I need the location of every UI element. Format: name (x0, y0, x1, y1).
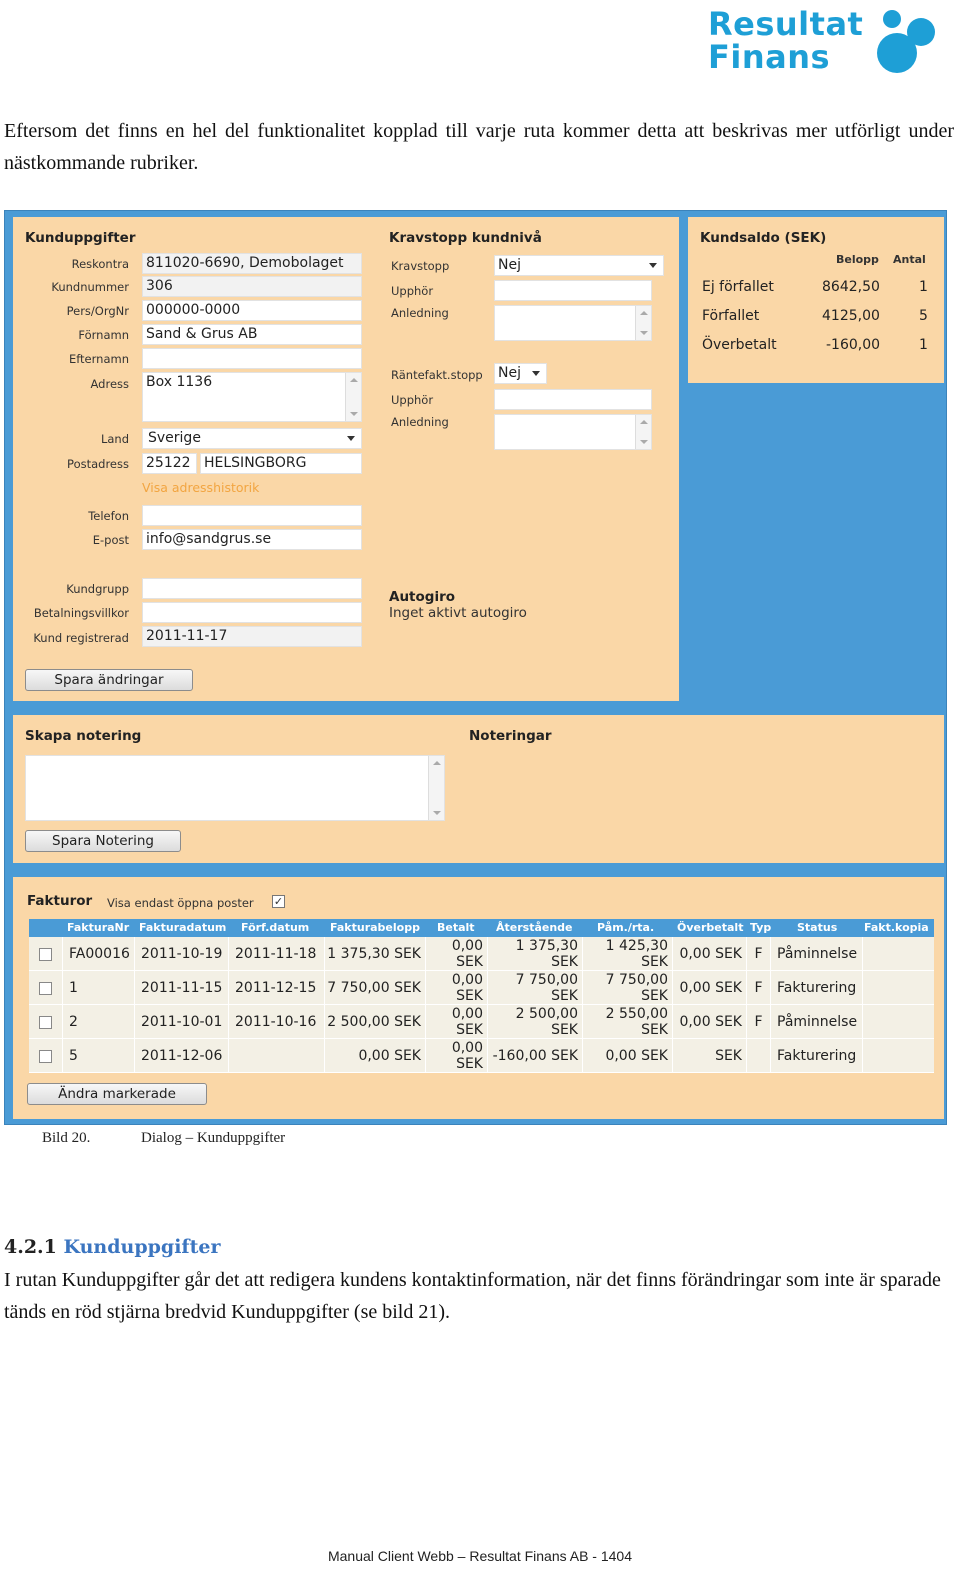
rantefakt-stopp-label: Räntefakt.stopp (391, 368, 483, 382)
upphor-field-2[interactable] (494, 389, 652, 410)
saldo-row-forfallet (688, 308, 944, 330)
belopp-column-header: Belopp (836, 253, 879, 266)
invoice-copy-cell (863, 1005, 934, 1039)
epost-field[interactable]: info@sandgrus.se (142, 529, 362, 550)
invoice-number-link[interactable]: 1 (63, 971, 135, 1005)
col-forf-datum[interactable]: Förf.datum (241, 921, 310, 934)
rantefakt-stopp-value: Nej (498, 365, 521, 381)
save-note-button[interactable]: Spara Notering (25, 830, 181, 852)
logo-line-1: Resultat (708, 5, 864, 43)
invoice-copy-cell (863, 937, 934, 971)
anledning-label-2: Anledning (391, 415, 449, 429)
invoice-number-link[interactable]: FA00016 (63, 937, 135, 971)
persorgnr-label: Pers/OrgNr (66, 304, 129, 318)
invoice-copy-cell (863, 1039, 934, 1073)
fornamn-field[interactable]: Sand & Grus AB (142, 324, 362, 345)
row-checkbox[interactable] (39, 948, 52, 961)
reskontra-field[interactable]: 811020-6690, Demobolaget (142, 253, 362, 274)
logo-dots-icon (868, 8, 940, 74)
kundgrupp-field[interactable] (142, 578, 362, 599)
kunduppgifter-heading: Kunduppgifter (25, 230, 136, 246)
saldo-label: Ej förfallet (702, 279, 774, 295)
chevron-down-icon (532, 371, 540, 376)
overpaid-amount: 0,00 SEK (673, 1005, 747, 1039)
kunduppgifter-dialog-screenshot (4, 210, 947, 1125)
section-title: Kunduppgifter (63, 1236, 221, 1258)
land-select[interactable] (142, 428, 362, 449)
saldo-label: Förfallet (702, 308, 760, 324)
due-date: 2011-10-16 (229, 1005, 325, 1039)
col-fakt-kopia[interactable]: Fakt.kopia (864, 921, 929, 934)
due-date (229, 1039, 325, 1073)
invoice-amount: 2 500,00 SEK (325, 1005, 426, 1039)
invoice-status: Påminnelse (771, 937, 863, 971)
section-number: 4.2.1 (4, 1236, 57, 1258)
row-checkbox[interactable] (39, 982, 52, 995)
reskontra-label: Reskontra (71, 257, 129, 271)
invoice-number-link[interactable]: 5 (63, 1039, 135, 1073)
kravstopp-select[interactable] (494, 255, 664, 276)
paid-amount: 0,00 SEK (426, 1039, 488, 1073)
invoice-amount: 7 750,00 SEK (325, 971, 426, 1005)
figure-caption-number: Bild 20. (42, 1130, 91, 1146)
antal-column-header: Antal (893, 253, 926, 266)
invoice-number-link[interactable]: 2 (63, 1005, 135, 1039)
figure-caption-text: Dialog – Kunduppgifter (141, 1130, 286, 1146)
saldo-row-ej-forfallet (688, 279, 944, 301)
kravstopp-label: Kravstopp (391, 259, 450, 273)
saldo-belopp: -160,00 (826, 337, 881, 353)
fakturor-heading: Fakturor (27, 893, 93, 909)
col-betalt[interactable]: Betalt (437, 921, 475, 934)
col-overbetalt[interactable]: Överbetalt (677, 921, 744, 934)
kunduppgifter-panel (13, 217, 679, 701)
anledning-scrollbar-2[interactable] (635, 415, 651, 449)
invoice-type: F (747, 971, 771, 1005)
kravstopp-heading: Kravstopp kundnivå (389, 230, 542, 246)
row-select-cell (29, 1039, 63, 1073)
efternamn-field[interactable] (142, 348, 362, 369)
remaining-amount: 2 500,00 SEK (488, 1005, 583, 1039)
telefon-label: Telefon (88, 509, 129, 523)
invoice-amount: 1 375,30 SEK (325, 937, 426, 971)
edit-selected-button[interactable]: Ändra markerade (27, 1083, 207, 1105)
chevron-down-icon (347, 436, 355, 441)
notering-textarea[interactable] (25, 755, 445, 821)
saldo-antal: 1 (919, 337, 928, 353)
col-aterstaende[interactable]: Återstående (496, 921, 573, 934)
reminder-amount: 0,00 SEK (583, 1039, 673, 1073)
anledning-textarea-2[interactable] (494, 414, 652, 450)
kundnummer-label: Kundnummer (51, 280, 129, 294)
fakturor-panel (13, 877, 944, 1119)
notering-panel (13, 715, 944, 863)
persorgnr-field[interactable]: 000000-0000 (142, 300, 362, 321)
col-status[interactable]: Status (797, 921, 838, 934)
fornamn-label: Förnamn (78, 328, 129, 342)
overpaid-amount: 0,00 SEK (673, 971, 747, 1005)
remaining-amount: 1 375,30 SEK (488, 937, 583, 971)
saldo-belopp: 8642,50 (822, 279, 880, 295)
invoice-row[interactable] (29, 971, 934, 1005)
invoice-status: Påminnelse (771, 1005, 863, 1039)
col-typ[interactable]: Typ (750, 921, 772, 934)
invoice-date: 2011-11-15 (135, 971, 229, 1005)
col-pam-rta[interactable]: Påm./rta. (597, 921, 655, 934)
invoice-type: F (747, 937, 771, 971)
postort-field[interactable]: HELSINGBORG (200, 453, 362, 474)
invoice-type (747, 1039, 771, 1073)
col-fakturabelopp[interactable]: Fakturabelopp (330, 921, 420, 934)
kravstopp-value: Nej (498, 257, 521, 273)
adress-textarea[interactable] (142, 372, 362, 422)
land-label: Land (100, 432, 129, 446)
logo-wordmark (708, 5, 864, 76)
saldo-label: Överbetalt (702, 337, 777, 353)
invoice-grid-header (29, 919, 934, 937)
overpaid-amount: SEK (673, 1039, 747, 1073)
skapa-notering-heading: Skapa notering (25, 728, 142, 744)
land-value: Sverige (148, 430, 201, 446)
saldo-belopp: 4125,00 (822, 308, 880, 324)
invoice-row[interactable] (29, 937, 934, 971)
epost-label: E-post (92, 533, 129, 547)
kund-registrerad-label: Kund registrerad (33, 631, 129, 645)
upphor-label: Upphör (391, 284, 434, 298)
overpaid-amount: 0,00 SEK (673, 937, 747, 971)
invoice-status: Fakturering (771, 1039, 863, 1073)
saldo-antal: 1 (919, 279, 928, 295)
reminder-amount: 2 550,00 SEK (583, 1005, 673, 1039)
anledning-label: Anledning (391, 306, 449, 320)
kundsaldo-heading: Kundsaldo (SEK) (700, 230, 827, 246)
telefon-field[interactable] (142, 505, 362, 526)
paid-amount: 0,00 SEK (426, 937, 488, 971)
upphor-field[interactable] (494, 280, 652, 301)
remaining-amount: 7 750,00 SEK (488, 971, 583, 1005)
invoice-date: 2011-12-06 (135, 1039, 229, 1073)
open-posts-filter-label: Visa endast öppna poster (107, 896, 254, 910)
anledning-textarea[interactable] (494, 305, 652, 341)
efternamn-label: Efternamn (68, 352, 129, 366)
notering-scrollbar[interactable] (428, 756, 444, 820)
kundnummer-field[interactable]: 306 (142, 276, 362, 297)
adress-label: Adress (90, 377, 129, 391)
autogiro-title: Autogiro (389, 589, 456, 605)
betalningsvillkor-field[interactable] (142, 602, 362, 623)
remaining-amount: -160,00 SEK (488, 1039, 583, 1073)
betalningsvillkor-label: Betalningsvillkor (33, 606, 129, 620)
saldo-antal: 5 (919, 308, 928, 324)
anledning-scrollbar[interactable] (635, 306, 651, 340)
adress-value: Box 1136 (146, 374, 213, 390)
chevron-down-icon (649, 263, 657, 268)
section-heading (4, 1236, 220, 1258)
invoice-date: 2011-10-19 (135, 937, 229, 971)
open-posts-filter-checkbox[interactable]: ✓ (273, 895, 284, 908)
page-footer: Manual Client Webb – Resultat Finans AB - 1404 (327, 1548, 633, 1564)
invoice-copy-cell (863, 971, 934, 1005)
invoice-row[interactable] (29, 1005, 934, 1039)
kundgrupp-label: Kundgrupp (66, 582, 129, 596)
row-select-cell (29, 937, 63, 971)
resultat-finans-logo (708, 5, 948, 78)
row-select-cell (29, 1005, 63, 1039)
row-checkbox[interactable] (39, 1050, 52, 1063)
section-body: I rutan Kunduppgifter går det att redigera kundens kontaktinformation, när det finns förändringar som inte är sparade tänds en röd stjärna bredvid Kunduppgifter (se bild 21). (4, 1269, 941, 1323)
saldo-row-overbetalt (688, 337, 944, 359)
invoice-type: F (747, 1005, 771, 1039)
reminder-amount: 7 750,00 SEK (583, 971, 673, 1005)
due-date: 2011-11-18 (229, 937, 325, 971)
rantefakt-stopp-select[interactable] (494, 363, 547, 384)
save-changes-button[interactable]: Spara ändringar (25, 669, 193, 691)
logo-line-2: Finans (708, 38, 831, 76)
invoice-status: Fakturering (771, 971, 863, 1005)
paid-amount: 0,00 SEK (426, 971, 488, 1005)
address-history-link[interactable]: Visa adresshistorik (142, 480, 260, 495)
intro-paragraph: Eftersom det finns en hel del funktionalitet kopplad till varje ruta kommer detta att beskrivas mer utförligt under nästkommande rubriker. (4, 120, 954, 174)
reminder-amount: 1 425,30 SEK (583, 937, 673, 971)
invoice-date: 2011-10-01 (135, 1005, 229, 1039)
invoice-row[interactable] (29, 1039, 934, 1073)
row-select-cell (29, 971, 63, 1005)
kund-registrerad-field[interactable]: 2011-11-17 (142, 626, 362, 647)
adress-scrollbar[interactable] (345, 373, 361, 421)
autogiro-status: Inget aktivt autogiro (389, 605, 527, 621)
postnummer-field[interactable]: 25122 (142, 453, 197, 474)
due-date: 2011-12-15 (229, 971, 325, 1005)
row-checkbox[interactable] (39, 1016, 52, 1029)
postadress-label: Postadress (67, 457, 129, 471)
paid-amount: 0,00 SEK (426, 1005, 488, 1039)
kundsaldo-panel (688, 217, 944, 383)
noteringar-heading: Noteringar (469, 728, 552, 744)
col-fakturanr[interactable]: FakturaNr (67, 921, 130, 934)
invoice-amount: 0,00 SEK (325, 1039, 426, 1073)
upphor-label-2: Upphör (391, 393, 434, 407)
col-fakturadatum[interactable]: Fakturadatum (139, 921, 227, 934)
